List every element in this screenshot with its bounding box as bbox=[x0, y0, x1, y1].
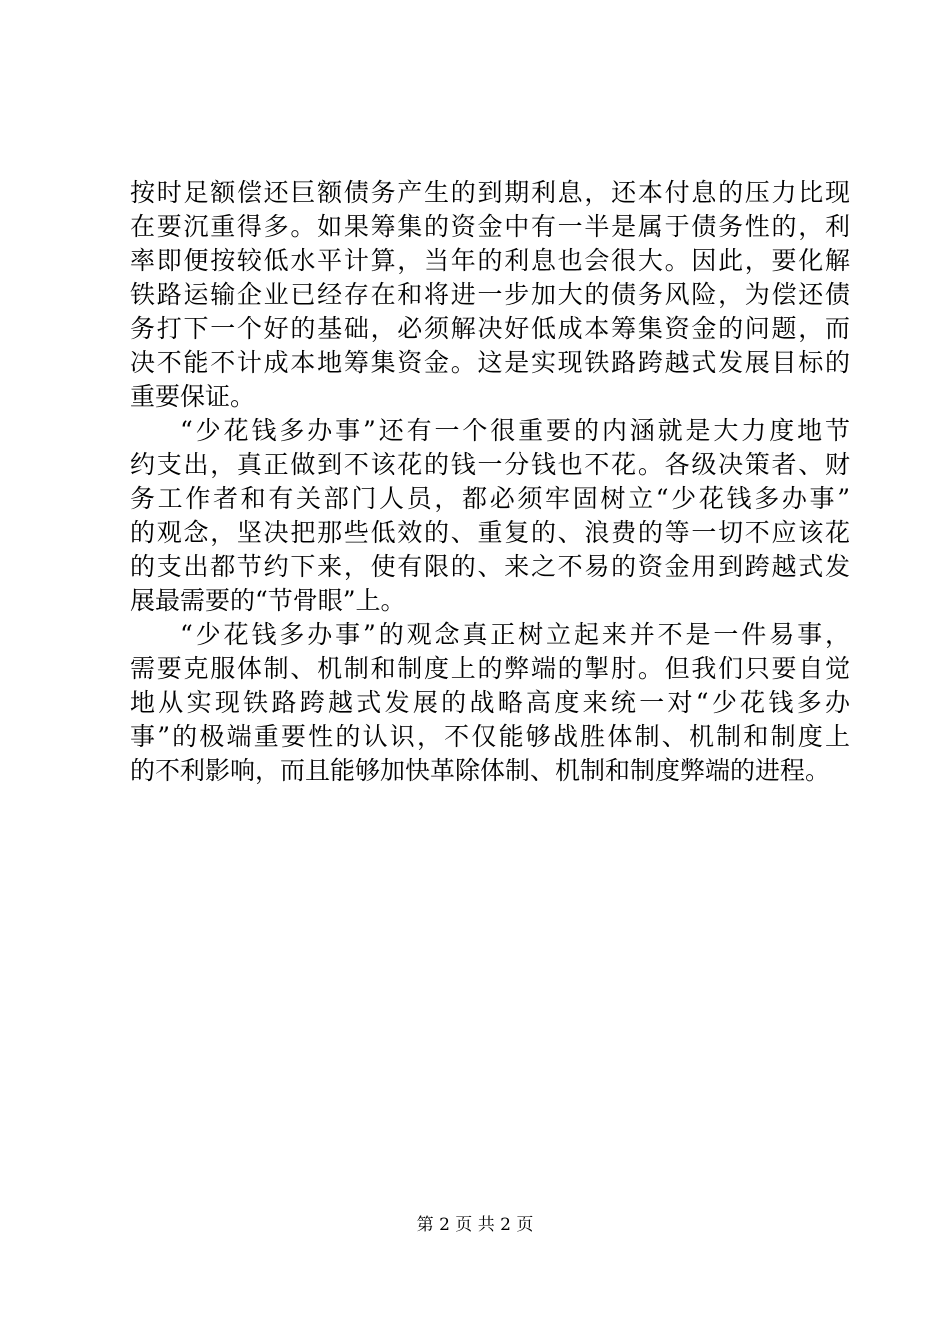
text-line: 的支出都节约下来，使有限的、来之不易的资金用到跨越式发 bbox=[130, 552, 850, 581]
text-line: 务打下一个好的基础，必须解决好低成本筹集资金的问题，而 bbox=[130, 314, 850, 343]
text-line: 率即便按较低水平计算，当年的利息也会很大。因此，要化解 bbox=[130, 246, 850, 275]
text-line: 重要保证。 bbox=[130, 382, 256, 411]
body-text bbox=[130, 176, 850, 788]
paragraph-start-line: “少花钱多办事”还有一个很重要的内涵就是大力度地节 bbox=[180, 416, 850, 445]
text-line: 地从实现铁路跨越式发展的战略高度来统一对“少花钱多办 bbox=[130, 688, 850, 717]
page-number-label: 第 2 页 共 2 页 bbox=[416, 1215, 534, 1235]
text-line: 的观念，坚决把那些低效的、重复的、浪费的等一切不应该花 bbox=[130, 518, 850, 547]
text-line: 的不利影响，而且能够加快革除体制、机制和制度弊端的进程。 bbox=[130, 756, 831, 785]
text-line: 约支出，真正做到不该花的钱一分钱也不花。各级决策者、财 bbox=[130, 450, 850, 479]
text-line: 按时足额偿还巨额债务产生的到期利息，还本付息的压力比现 bbox=[130, 178, 850, 207]
text-line: 需要克服体制、机制和制度上的弊端的掣肘。但我们只要自觉 bbox=[130, 654, 850, 683]
text-line: 事”的极端重要性的认识，不仅能够战胜体制、机制和制度上 bbox=[130, 722, 850, 751]
paragraph-start-line: “少花钱多办事”的观念真正树立起来并不是一件易事， bbox=[180, 620, 850, 649]
text-line: 铁路运输企业已经存在和将进一步加大的债务风险，为偿还债 bbox=[130, 280, 850, 309]
text-line: 务工作者和有关部门人员，都必须牢固树立“少花钱多办事” bbox=[130, 484, 850, 513]
text-line: 决不能不计成本地筹集资金。这是实现铁路跨越式发展目标的 bbox=[130, 348, 850, 377]
text-line: 在要沉重得多。如果筹集的资金中有一半是属于债务性的，利 bbox=[130, 212, 850, 241]
page-footer bbox=[0, 1213, 950, 1237]
text-line: 展最需要的“节骨眼”上。 bbox=[130, 586, 406, 615]
